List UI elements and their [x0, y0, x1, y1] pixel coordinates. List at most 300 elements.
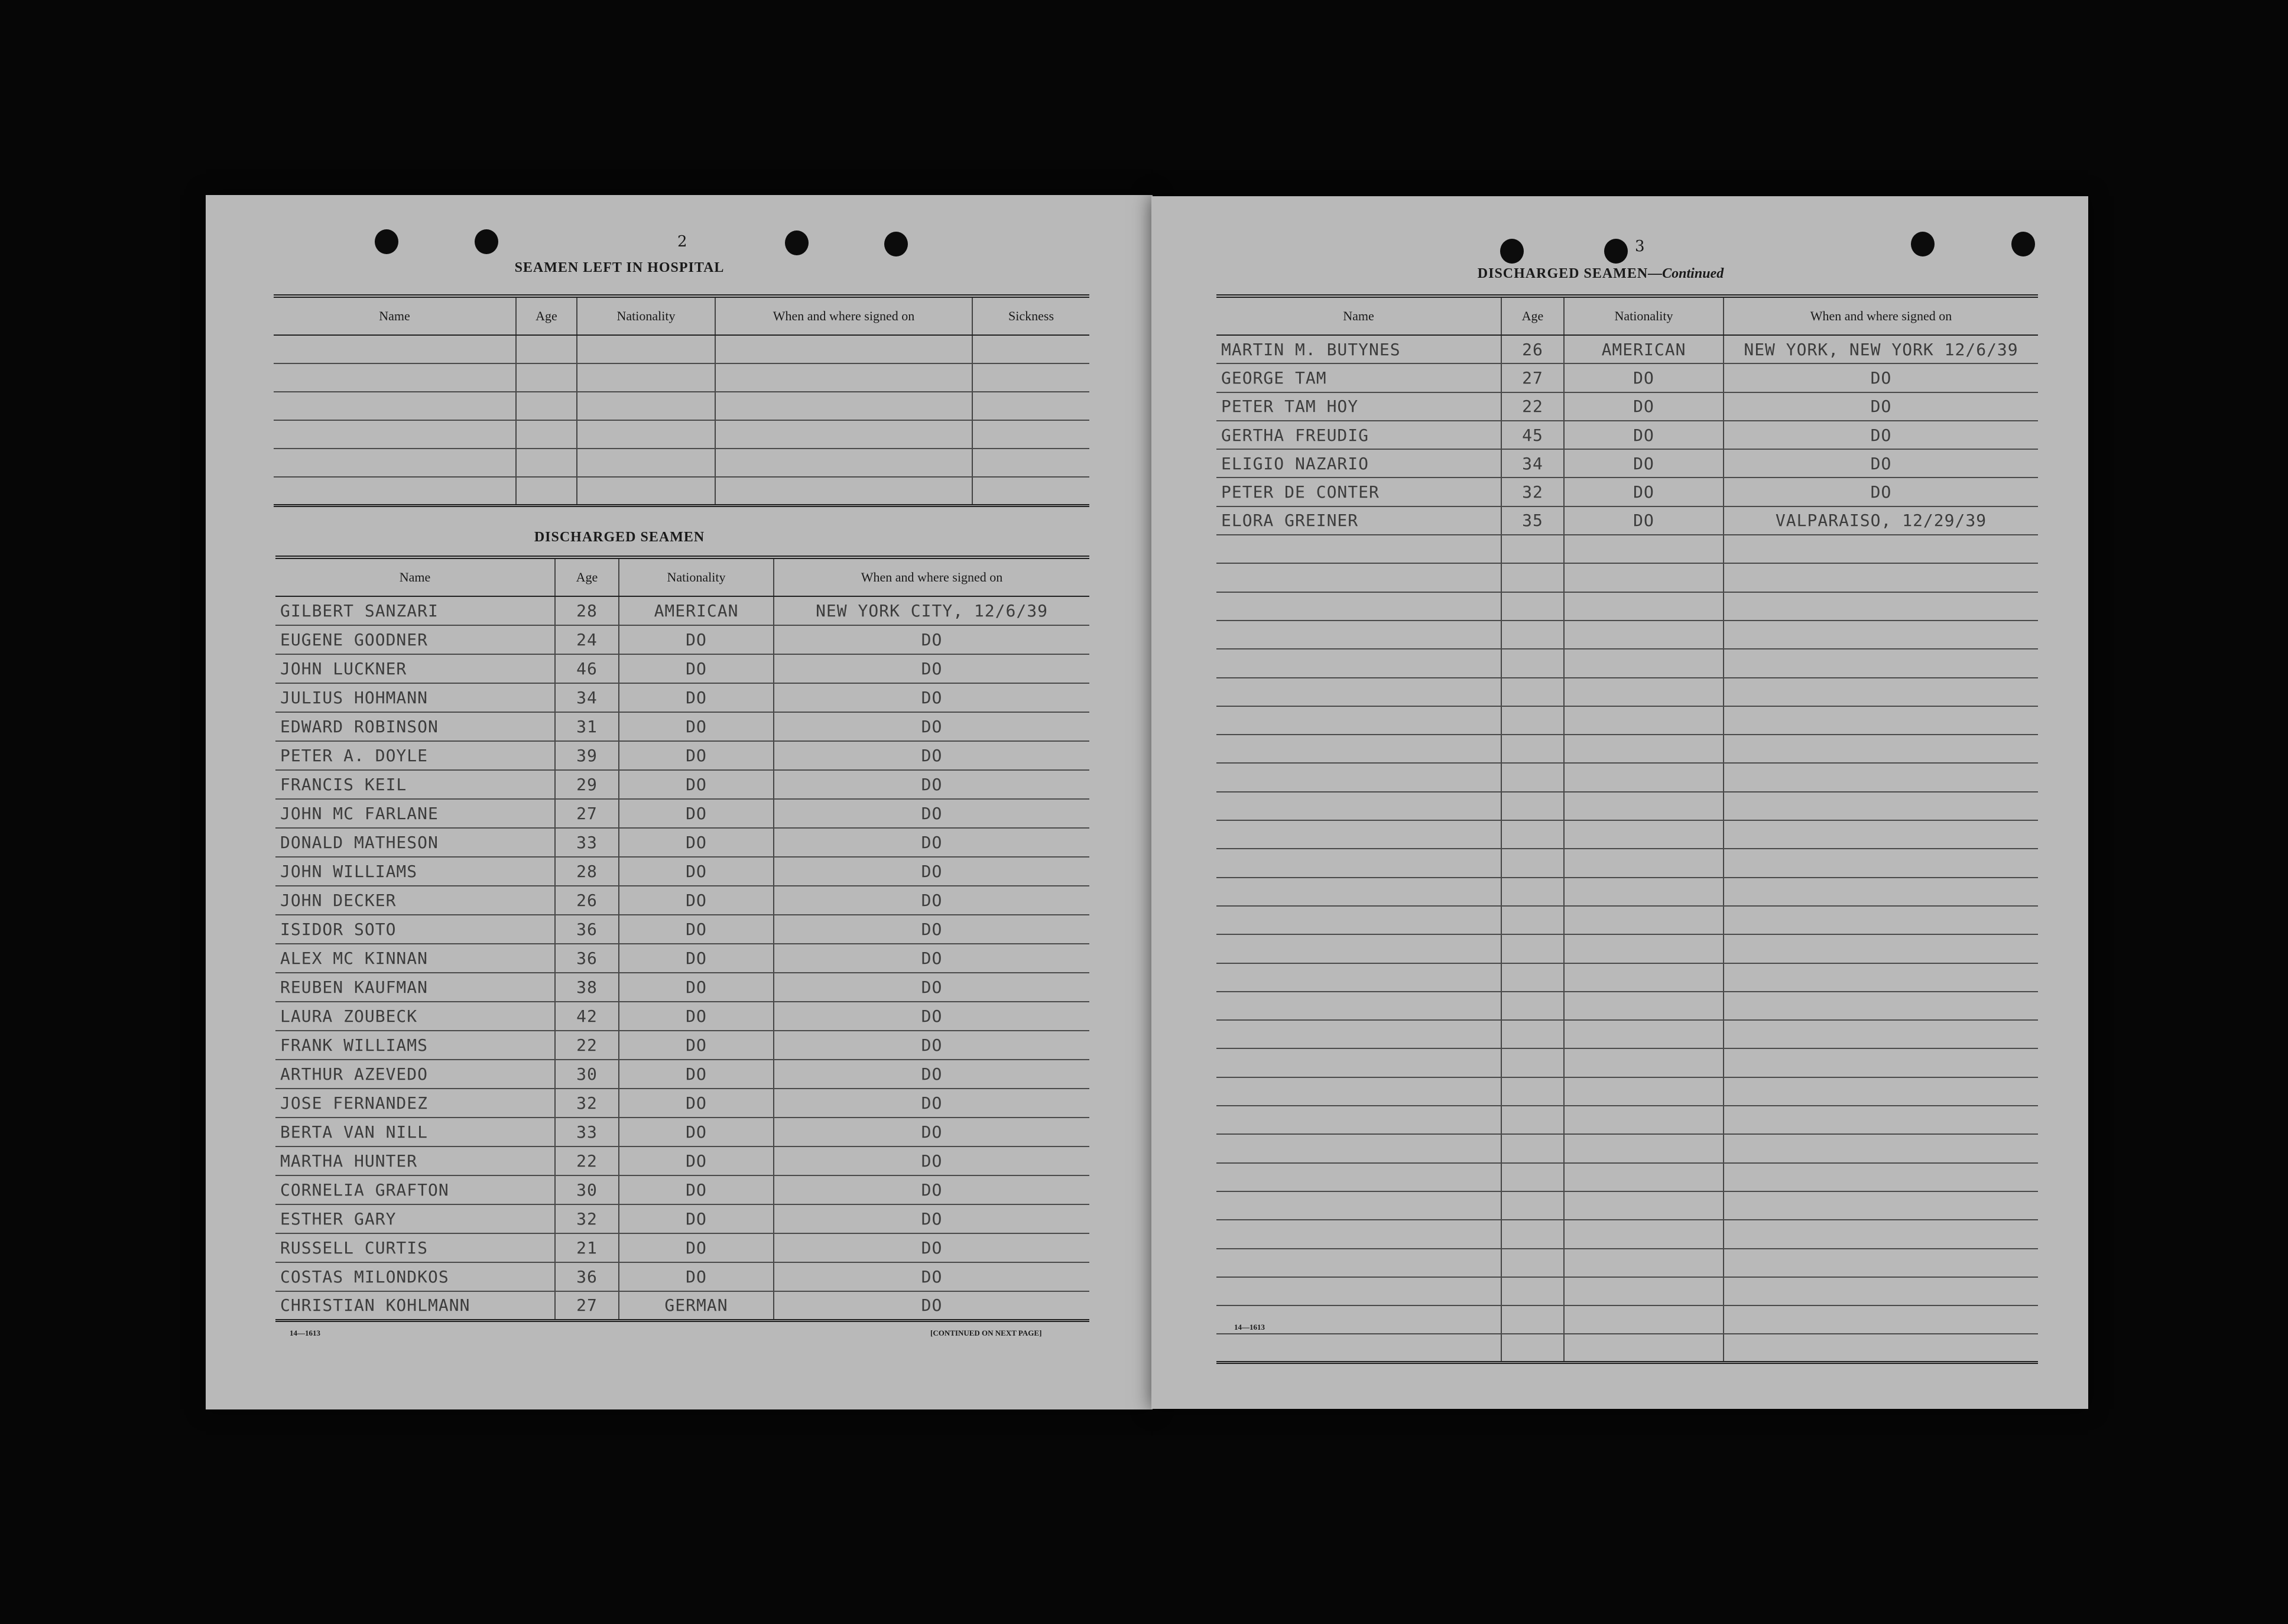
table-row [275, 1060, 1089, 1089]
name-cell: RUSSELL CURTIS [275, 1233, 555, 1262]
name-cell: JOHN MC FARLANE [275, 799, 555, 828]
nationality-cell [1564, 849, 1724, 877]
age-cell: 31 [555, 712, 619, 741]
name-cell: FRANCIS KEIL [275, 770, 555, 799]
nationality-cell: DO [1564, 363, 1724, 392]
age-cell [1501, 934, 1564, 963]
signed-on-cell [1724, 535, 2038, 563]
nationality-cell [1564, 1106, 1724, 1134]
discharged-heading: DISCHARGED SEAMEN [534, 530, 705, 545]
table-row [1216, 1191, 2038, 1220]
column-header-name: Name [275, 557, 555, 596]
signed-on-cell [715, 477, 972, 505]
table-row [1216, 820, 2038, 849]
signed-on-cell [1724, 678, 2038, 706]
nationality-cell: DO [619, 973, 774, 1002]
punch-hole [785, 230, 809, 255]
signed-on-cell: DO [774, 1204, 1089, 1233]
name-cell: JOHN LUCKNER [275, 654, 555, 683]
form-number: 14—1613 [290, 1329, 320, 1337]
age-cell [1501, 1191, 1564, 1220]
table-row [275, 596, 1089, 625]
name-cell [1216, 1220, 1501, 1248]
nationality-cell [1564, 1249, 1724, 1277]
age-cell [1501, 1334, 1564, 1362]
table-row [1216, 763, 2038, 791]
age-cell: 22 [555, 1146, 619, 1175]
name-cell: CHRISTIAN KOHLMANN [275, 1291, 555, 1320]
column-header-name: Name [274, 296, 516, 335]
signed-on-cell: DO [774, 770, 1089, 799]
signed-on-cell [1724, 706, 2038, 735]
nationality-cell: DO [1564, 449, 1724, 478]
table-row [1216, 735, 2038, 763]
nationality-cell [1564, 792, 1724, 820]
nationality-cell [1564, 706, 1724, 735]
left-page [206, 195, 1153, 1409]
nationality-cell [1564, 992, 1724, 1020]
sickness-cell [972, 477, 1089, 505]
age-cell [1501, 1305, 1564, 1334]
punch-hole [375, 229, 398, 254]
name-cell [274, 335, 516, 363]
signed-on-cell [1724, 1191, 2038, 1220]
age-cell: 22 [555, 1031, 619, 1060]
name-cell [1216, 906, 1501, 934]
name-cell [1216, 934, 1501, 963]
continued-rows [1216, 335, 2038, 1363]
nationality-cell: DO [619, 741, 774, 770]
signed-on-cell: NEW YORK CITY, 12/6/39 [774, 596, 1089, 625]
age-cell: 30 [555, 1060, 619, 1089]
table-row [1216, 878, 2038, 906]
signed-on-cell [1724, 1249, 2038, 1277]
name-cell: JOHN WILLIAMS [275, 857, 555, 886]
table-row [1216, 449, 2038, 478]
name-cell [1216, 563, 1501, 592]
nationality-cell [1564, 1163, 1724, 1191]
name-cell: ELIGIO NAZARIO [1216, 449, 1501, 478]
signed-on-cell [1724, 1305, 2038, 1334]
signed-on-cell [715, 335, 972, 363]
table-row [1216, 934, 2038, 963]
age-cell [1501, 906, 1564, 934]
age-cell: 29 [555, 770, 619, 799]
age-cell [516, 392, 577, 420]
age-cell [1501, 535, 1564, 563]
nationality-cell [1564, 820, 1724, 849]
name-cell: REUBEN KAUFMAN [275, 973, 555, 1002]
nationality-cell: DO [619, 915, 774, 944]
signed-on-cell [1724, 1163, 2038, 1191]
age-cell: 21 [555, 1233, 619, 1262]
sickness-cell [972, 449, 1089, 477]
nationality-cell: DO [619, 1233, 774, 1262]
name-cell [1216, 1163, 1501, 1191]
nationality-cell: DO [1564, 421, 1724, 449]
table-row [275, 1233, 1089, 1262]
column-header-age: Age [555, 557, 619, 596]
table-row [1216, 1106, 2038, 1134]
name-cell [1216, 878, 1501, 906]
nationality-cell [1564, 763, 1724, 791]
signed-on-cell [1724, 878, 2038, 906]
table-row [1216, 1277, 2038, 1305]
age-cell: 36 [555, 944, 619, 973]
table-row [1216, 792, 2038, 820]
age-cell: 34 [555, 683, 619, 712]
signed-on-cell: DO [774, 915, 1089, 944]
punch-hole [884, 232, 908, 256]
name-cell [1216, 535, 1501, 563]
hospital-table [274, 294, 1089, 507]
signed-on-cell: DO [774, 886, 1089, 915]
nationality-cell [1564, 906, 1724, 934]
table-row [1216, 1305, 2038, 1334]
table-row [275, 857, 1089, 886]
column-header-signed-on: When and where signed on [715, 296, 972, 335]
name-cell: ALEX MC KINNAN [275, 944, 555, 973]
name-cell: FRANK WILLIAMS [275, 1031, 555, 1060]
age-cell [516, 477, 577, 505]
name-cell: JOHN DECKER [275, 886, 555, 915]
sickness-cell [972, 363, 1089, 392]
name-cell [1216, 1334, 1501, 1362]
age-cell [1501, 1220, 1564, 1248]
table-row [275, 1262, 1089, 1291]
signed-on-cell: DO [774, 1146, 1089, 1175]
table-row [1216, 335, 2038, 363]
signed-on-cell [1724, 1277, 2038, 1305]
age-cell [1501, 1106, 1564, 1134]
table-row [1216, 421, 2038, 449]
nationality-cell [1564, 1305, 1724, 1334]
age-cell [1501, 621, 1564, 649]
name-cell [1216, 735, 1501, 763]
table-row [1216, 1249, 2038, 1277]
form-number: 14—1613 [1234, 1323, 1265, 1331]
nationality-cell: AMERICAN [619, 596, 774, 625]
sickness-cell [972, 420, 1089, 449]
table-row [1216, 1334, 2038, 1362]
age-cell [1501, 1048, 1564, 1077]
table-row [1216, 1163, 2038, 1191]
name-cell [1216, 678, 1501, 706]
age-cell: 27 [1501, 363, 1564, 392]
nationality-cell: DO [619, 1031, 774, 1060]
punch-hole [2011, 232, 2035, 256]
name-cell [1216, 849, 1501, 877]
age-cell [1501, 1249, 1564, 1277]
signed-on-cell [715, 420, 972, 449]
signed-on-cell [1724, 820, 2038, 849]
nationality-cell [1564, 735, 1724, 763]
nationality-cell [1564, 649, 1724, 677]
nationality-cell: DO [619, 1204, 774, 1233]
age-cell: 32 [555, 1089, 619, 1118]
table-row [275, 770, 1089, 799]
table-row [1216, 649, 2038, 677]
nationality-cell [1564, 678, 1724, 706]
table-row [274, 363, 1089, 392]
table-row [1216, 392, 2038, 421]
signed-on-cell [1724, 649, 2038, 677]
table-row [275, 915, 1089, 944]
age-cell [516, 449, 577, 477]
age-cell: 35 [1501, 506, 1564, 535]
signed-on-cell [1724, 1134, 2038, 1162]
signed-on-cell: DO [774, 654, 1089, 683]
signed-on-cell: DO [774, 1291, 1089, 1320]
name-cell [1216, 706, 1501, 735]
age-cell [1501, 678, 1564, 706]
signed-on-cell [1724, 849, 2038, 877]
name-cell: GEORGE TAM [1216, 363, 1501, 392]
signed-on-cell: DO [774, 712, 1089, 741]
nationality-cell: DO [619, 828, 774, 857]
table-row [275, 1002, 1089, 1031]
table-row [1216, 363, 2038, 392]
name-cell: ISIDOR SOTO [275, 915, 555, 944]
signed-on-cell [1724, 1334, 2038, 1362]
name-cell [1216, 1048, 1501, 1077]
table-row [1216, 506, 2038, 535]
name-cell [274, 420, 516, 449]
age-cell: 27 [555, 799, 619, 828]
signed-on-cell [1724, 963, 2038, 992]
table-row [274, 392, 1089, 420]
nationality-cell [1564, 535, 1724, 563]
nationality-cell [577, 477, 715, 505]
table-row [1216, 849, 2038, 877]
column-header-nationality: Nationality [577, 296, 715, 335]
nationality-cell: DO [619, 1175, 774, 1204]
name-cell: JOSE FERNANDEZ [275, 1089, 555, 1118]
table-row [275, 1204, 1089, 1233]
age-cell [1501, 1277, 1564, 1305]
signed-on-cell [1724, 934, 2038, 963]
signed-on-cell: NEW YORK, NEW YORK 12/6/39 [1724, 335, 2038, 363]
name-cell [1216, 621, 1501, 649]
table-row [1216, 1048, 2038, 1077]
age-cell: 22 [1501, 392, 1564, 421]
nationality-cell: DO [619, 712, 774, 741]
name-cell: CORNELIA GRAFTON [275, 1175, 555, 1204]
signed-on-cell [1724, 592, 2038, 621]
table-row [275, 1118, 1089, 1146]
nationality-cell: DO [619, 1060, 774, 1089]
nationality-cell: DO [619, 1146, 774, 1175]
nationality-cell: DO [619, 625, 774, 654]
nationality-cell: DO [619, 770, 774, 799]
column-header-name: Name [1216, 296, 1501, 335]
punch-hole [475, 229, 498, 254]
continued-heading [1435, 266, 1766, 282]
nationality-cell: DO [1564, 506, 1724, 535]
age-cell [516, 335, 577, 363]
name-cell: EDWARD ROBINSON [275, 712, 555, 741]
name-cell: DONALD MATHESON [275, 828, 555, 857]
signed-on-cell: DO [774, 1262, 1089, 1291]
signed-on-cell [1724, 906, 2038, 934]
name-cell: BERTA VAN NILL [275, 1118, 555, 1146]
table-row [275, 799, 1089, 828]
signed-on-cell: DO [774, 625, 1089, 654]
table-row [1216, 1077, 2038, 1106]
signed-on-cell: DO [1724, 421, 2038, 449]
nationality-cell: GERMAN [619, 1291, 774, 1320]
age-cell [1501, 735, 1564, 763]
signed-on-cell: VALPARAISO, 12/29/39 [1724, 506, 2038, 535]
name-cell [274, 477, 516, 505]
right-page [1151, 196, 2088, 1409]
age-cell [1501, 1134, 1564, 1162]
nationality-cell: DO [619, 944, 774, 973]
name-cell [1216, 1191, 1501, 1220]
age-cell: 30 [555, 1175, 619, 1204]
table-row [1216, 621, 2038, 649]
name-cell [1216, 1277, 1501, 1305]
continued-table [1216, 294, 2038, 1364]
table-row [1216, 1134, 2038, 1162]
nationality-cell: AMERICAN [1564, 335, 1724, 363]
nationality-cell: DO [619, 857, 774, 886]
name-cell [1216, 1077, 1501, 1106]
age-cell: 39 [555, 741, 619, 770]
name-cell [1216, 992, 1501, 1020]
nationality-cell [577, 449, 715, 477]
sickness-cell [972, 335, 1089, 363]
nationality-cell [1564, 1191, 1724, 1220]
table-row [275, 973, 1089, 1002]
nationality-cell [1564, 963, 1724, 992]
age-cell: 46 [555, 654, 619, 683]
table-row [1216, 906, 2038, 934]
table-row [275, 944, 1089, 973]
column-header-age: Age [516, 296, 577, 335]
table-row [1216, 963, 2038, 992]
name-cell: MARTHA HUNTER [275, 1146, 555, 1175]
nationality-cell [577, 363, 715, 392]
table-row [1216, 678, 2038, 706]
signed-on-cell [1724, 563, 2038, 592]
signed-on-cell: DO [774, 741, 1089, 770]
name-cell: EUGENE GOODNER [275, 625, 555, 654]
table-row [274, 449, 1089, 477]
nationality-cell: DO [619, 886, 774, 915]
table-row [1216, 992, 2038, 1020]
signed-on-cell [715, 363, 972, 392]
age-cell: 26 [555, 886, 619, 915]
continued-heading-title: DISCHARGED SEAMEN [1477, 266, 1648, 281]
nationality-cell [1564, 1048, 1724, 1077]
table-row [1216, 478, 2038, 506]
column-header-sickness: Sickness [972, 296, 1089, 335]
punch-hole [1911, 232, 1935, 256]
hospital-heading: SEAMEN LEFT IN HOSPITAL [514, 260, 725, 275]
signed-on-cell: DO [774, 857, 1089, 886]
name-cell: GERTHA FREUDIG [1216, 421, 1501, 449]
signed-on-cell: DO [774, 683, 1089, 712]
age-cell [1501, 706, 1564, 735]
nationality-cell [577, 420, 715, 449]
age-cell: 32 [1501, 478, 1564, 506]
column-header-signed-on: When and where signed on [774, 557, 1089, 596]
nationality-cell [1564, 1020, 1724, 1048]
name-cell [1216, 792, 1501, 820]
name-cell: PETER A. DOYLE [275, 741, 555, 770]
table-row [274, 335, 1089, 363]
discharged-rows [275, 596, 1089, 1320]
nationality-cell [1564, 1277, 1724, 1305]
name-cell [1216, 963, 1501, 992]
table-row [274, 477, 1089, 505]
age-cell [1501, 963, 1564, 992]
nationality-cell [577, 392, 715, 420]
nationality-cell: DO [619, 1089, 774, 1118]
age-cell: 36 [555, 1262, 619, 1291]
age-cell: 33 [555, 828, 619, 857]
age-cell [1501, 649, 1564, 677]
signed-on-cell [1724, 735, 2038, 763]
name-cell: ARTHUR AZEVEDO [275, 1060, 555, 1089]
name-cell [1216, 1020, 1501, 1048]
nationality-cell: DO [619, 1002, 774, 1031]
age-cell [1501, 1077, 1564, 1106]
age-cell: 34 [1501, 449, 1564, 478]
signed-on-cell: DO [774, 1002, 1089, 1031]
nationality-cell: DO [619, 1262, 774, 1291]
age-cell [1501, 1020, 1564, 1048]
table-row [1216, 706, 2038, 735]
signed-on-cell [1724, 1077, 2038, 1106]
signed-on-cell [715, 449, 972, 477]
name-cell: PETER TAM HOY [1216, 392, 1501, 421]
age-cell [516, 363, 577, 392]
signed-on-cell: DO [774, 799, 1089, 828]
name-cell: MARTIN M. BUTYNES [1216, 335, 1501, 363]
table-row [275, 625, 1089, 654]
table-row [275, 828, 1089, 857]
age-cell [1501, 763, 1564, 791]
nationality-cell: DO [619, 1118, 774, 1146]
age-cell: 24 [555, 625, 619, 654]
name-cell: ESTHER GARY [275, 1204, 555, 1233]
discharged-table [275, 556, 1089, 1322]
signed-on-cell: DO [1724, 478, 2038, 506]
table-row [1216, 1220, 2038, 1248]
signed-on-cell: DO [774, 973, 1089, 1002]
table-row [275, 654, 1089, 683]
nationality-cell [1564, 563, 1724, 592]
nationality-cell: DO [619, 654, 774, 683]
age-cell: 42 [555, 1002, 619, 1031]
nationality-cell: DO [619, 683, 774, 712]
age-cell: 36 [555, 915, 619, 944]
name-cell [1216, 1106, 1501, 1134]
table-row [1216, 563, 2038, 592]
table-row [275, 741, 1089, 770]
table-row [1216, 535, 2038, 563]
name-cell: JULIUS HOHMANN [275, 683, 555, 712]
age-cell: 28 [555, 857, 619, 886]
nationality-cell [1564, 592, 1724, 621]
signed-on-cell: DO [774, 944, 1089, 973]
signed-on-cell: DO [774, 1031, 1089, 1060]
signed-on-cell: DO [774, 1175, 1089, 1204]
signed-on-cell: DO [774, 828, 1089, 857]
age-cell [1501, 820, 1564, 849]
